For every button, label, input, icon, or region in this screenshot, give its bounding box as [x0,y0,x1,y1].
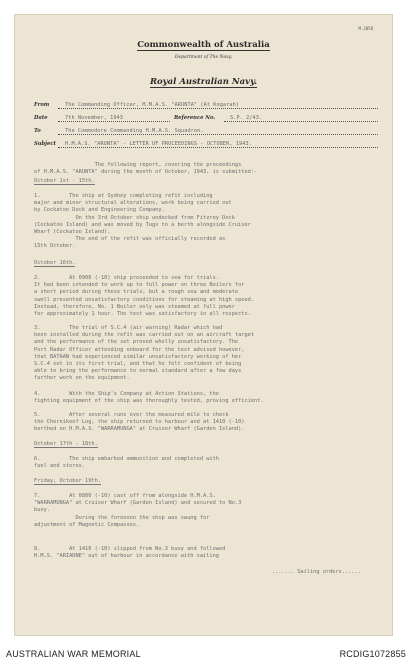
section-heading-oct-19 [34,478,101,485]
document-page [14,14,393,636]
subject-label: Subject [34,141,56,147]
date-label: Date [34,115,48,121]
header-department: Department of The Navy. [174,55,233,60]
footer-record-id: RCDIG1072855 [339,649,406,659]
header-commonwealth [14,40,393,50]
section-heading-oct-19-text: Friday, October 19th. [34,478,101,484]
reference-label: Reference No. [174,115,216,121]
intro-paragraph: The following report, covering the proceedings of H.M.A.S. "ARUNTA" during the month of October, 1943, is submitted:- [34,162,258,176]
footer-source: AUSTRALIAN WAR MEMORIAL [6,649,141,659]
continued-note: ....... Sailing orders...... [271,569,361,575]
paragraph-1: 1. The ship at Sydney completing refit including major and minor structural alterations, work being carried out by Cockatoo Dock and Engineering Company. On the 3rd October ship undocked from Fitzroy Dock (Cockatoo Island) and was moved by Tugs to a berth alongside Cruiser Wharf (Cockatoo Island). The end of the refit was officially recorded as 15th October. [34,193,251,250]
subject-value: H.M.A.S. "ARUNTA" - LETTER OF PROCEEDINGS - OCTOBER, 1943. [65,141,252,147]
subject-field [34,140,379,148]
section-heading-oct-16-text: October 16th. [34,260,76,266]
section-heading-oct-1-15 [34,178,95,185]
header-ran-text: Royal Australian Navy. [149,77,258,87]
date-field [34,114,379,122]
from-value: The Commanding Officer, H.M.A.S. "ARUNTA" (At Kogarah) [65,102,240,108]
date-value: 7th November, 1943 [65,115,124,121]
paragraph-8: 8. At 1410 (-10) slipped from No.3 buoy and followed H.M.S. "ARIADNE" out of harbour in accordance with sailing [34,546,226,560]
paragraph-2: 2. At 0900 (-10) ship proceeded to sea for trials. It had been intended to work up to full power on three Boilers for a short period during these trials, but a rough sea and moderate swell presented unsatisfactory conditions for steaming at high speed. Instead, therefore, No. 1 Boiler only was steamed at full power for approximately 1 hour. The test was satisfactory in all respects. [34,275,255,318]
section-heading-oct-16 [34,260,75,267]
reference-value: S.P. 2/43. [230,115,263,121]
to-label: To [34,128,41,134]
paragraph-3: 3. The trial of S.C.4 (air warning) Radar which had been installed during the refit was carried out on an aircraft target and the performance of the set proved wholly unsatisfactory. The Port Radar Officer attending onboard for the test advised however, that BATAAN had experienced similar unsatisfactory working of her S.C.4 set in its first trial, and that he felt confident of being able to bring the performance to normal standard after a few days further work on the equipment. [34,325,255,382]
from-field [34,101,379,109]
to-value: The Commodore Commanding H.M.A.S. Squadron. [65,128,204,134]
header-commonwealth-text: Commonwealth of Australia [137,40,270,50]
form-ref-number: M.2058 [358,26,373,31]
section-heading-oct-1-15-text: October 1st - 15th. [34,178,95,184]
from-label: From [34,102,50,108]
paragraph-6: 6. The ship embarked ammunition and completed with fuel and stores. [34,456,219,470]
header-ran [14,77,393,87]
to-field [34,127,379,135]
paragraph-5: 5. After several runs over the measured mile to check the Chernikeef Log, the ship returned to harbour and at 1410 (-10) berthed on H.M.A.S. "WARRAMUNGA" at Cruiser Wharf (Garden Island). [34,412,245,433]
section-heading-oct-17-18 [34,441,98,448]
section-heading-oct-17-18-text: October 17th - 18th. [34,441,98,447]
paragraph-7: 7. At 0800 (-10) cast off from alongside H.M.A.S. "WARRAMUNGA" at Cruiser Wharf (Garden Island) and secured to No.3 buoy. During the forenoon the ship was swung for adjustment of Magnetic Compasses. [34,493,242,528]
paragraph-4: 4. With the Ship's Company at Action Stations, the fighting equipment of the ship was thoroughly tested, proving efficient. [34,391,264,405]
